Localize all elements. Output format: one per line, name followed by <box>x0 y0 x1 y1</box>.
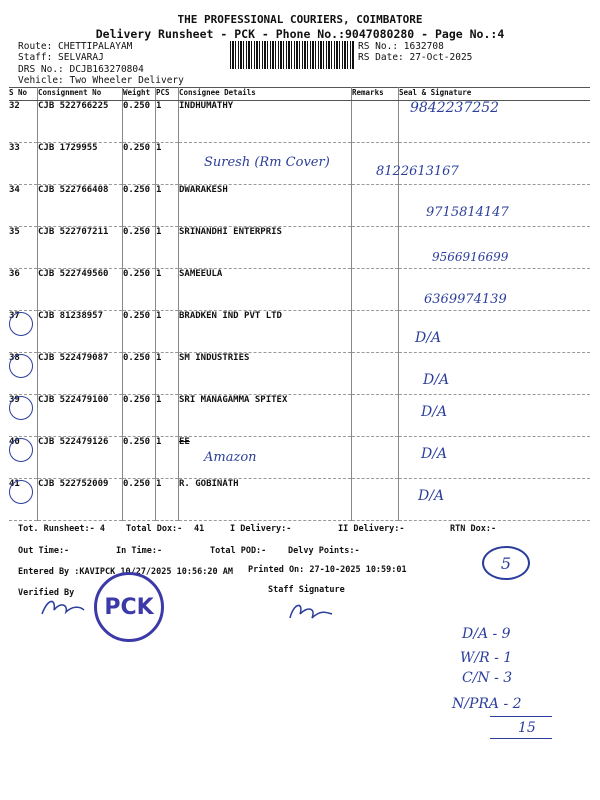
weight: 0.250 <box>123 479 156 521</box>
pck-stamp: PCK <box>94 572 164 642</box>
pcs: 1 <box>156 479 179 521</box>
remarks <box>352 227 399 269</box>
col-signature: Seal & Signature <box>399 88 591 101</box>
circled-count: 5 <box>482 546 530 580</box>
in-time: In Time:- <box>116 546 163 556</box>
total-pod: Total POD:- <box>210 546 267 556</box>
rs-no: RS No.: 1632708 <box>358 41 444 52</box>
handwritten-signature: 9566916699 <box>432 250 509 264</box>
total-dox-value: 41 <box>194 524 205 534</box>
verified-by: Verified By <box>18 588 75 598</box>
weight: 0.250 <box>123 185 156 227</box>
col-remarks: Remarks <box>352 88 399 101</box>
serial-circle-mark <box>9 354 33 378</box>
entered-by: Entered By :KAVIPCK 10/27/2025 10:56:20 AM <box>18 567 233 577</box>
sno: 35 <box>9 227 38 269</box>
sno: 34 <box>9 185 38 227</box>
company-name: THE PROFESSIONAL COURIERS, COIMBATORE <box>177 13 423 26</box>
weight: 0.250 <box>123 437 156 479</box>
sno: 32 <box>9 101 38 143</box>
consignment-no: CJB 522749560 <box>38 269 123 311</box>
tally-total: 15 <box>518 720 536 736</box>
col-consignee: Consignee Details <box>179 88 352 101</box>
handwritten-signature: 9842237252 <box>410 100 500 116</box>
runsheet-title: Delivery Runsheet - PCK - Phone No.:9047080280 - Page No.:4 <box>95 27 505 41</box>
pcs: 1 <box>156 185 179 227</box>
drs-no: DRS No.: DCJB163270804 <box>18 64 144 75</box>
printed-on: Printed On: 27-10-2025 10:59:01 <box>248 565 407 575</box>
weight: 0.250 <box>123 143 156 185</box>
consignee: DWARAKESH <box>179 185 352 227</box>
consignment-no: CJB 522479087 <box>38 353 123 395</box>
table-row <box>9 395 590 437</box>
serial-circle-mark <box>9 396 33 420</box>
pcs: 1 <box>156 143 179 185</box>
ii-delivery: II Delivery:- <box>338 524 405 534</box>
remarks <box>352 269 399 311</box>
remarks <box>352 395 399 437</box>
weight: 0.250 <box>123 101 156 143</box>
verified-signature-scribble <box>38 596 88 620</box>
consignment-no: CJB 81238957 <box>38 311 123 353</box>
serial-circle-mark <box>9 438 33 462</box>
handwritten-signature: 6369974139 <box>424 292 507 307</box>
consignment-no: CJB 522752009 <box>38 479 123 521</box>
weight: 0.250 <box>123 353 156 395</box>
weight: 0.250 <box>123 311 156 353</box>
tot-runsheet: Tot. Runsheet:- 4 <box>18 524 105 534</box>
pcs: 1 <box>156 311 179 353</box>
col-weight: Weight <box>123 88 156 101</box>
col-consignment: Consignment No <box>38 88 123 101</box>
barcode <box>230 41 354 69</box>
consignee: EE <box>179 437 352 479</box>
pcs: 1 <box>156 353 179 395</box>
staff: Staff: SELVARAJ <box>18 52 104 63</box>
rtn-dox: RTN Dox:- <box>450 524 497 534</box>
tally-line: N/PRA - 2 <box>452 696 522 712</box>
tally-line: W/R - 1 <box>460 650 513 666</box>
serial-circle-mark <box>9 312 33 336</box>
handwritten-note: Suresh (Rm Cover) <box>204 155 330 170</box>
consignment-no: CJB 522766408 <box>38 185 123 227</box>
weight: 0.250 <box>123 395 156 437</box>
pcs: 1 <box>156 269 179 311</box>
handwritten-signature: D/A <box>415 330 442 346</box>
handwritten-signature: D/A <box>423 372 450 388</box>
consignment-no: CJB 1729955 <box>38 143 123 185</box>
remarks <box>352 101 399 143</box>
tally-underline <box>490 716 552 717</box>
consignment-no: CJB 522707211 <box>38 227 123 269</box>
table-row <box>9 353 590 395</box>
table-row <box>9 311 590 353</box>
rs-date: RS Date: 27-Oct-2025 <box>358 52 473 63</box>
out-time: Out Time:- <box>18 546 70 556</box>
serial-circle-mark <box>9 480 33 504</box>
consignee: INDHUMATHY <box>179 101 352 143</box>
pcs: 1 <box>156 227 179 269</box>
table-row <box>9 479 590 521</box>
handwritten-signature: 8122613167 <box>376 164 459 179</box>
sno: 36 <box>9 269 38 311</box>
col-pcs: PCS <box>156 88 179 101</box>
pcs: 1 <box>156 101 179 143</box>
sno: 37 <box>9 311 38 353</box>
consignee: R. GOBINATH <box>179 479 352 521</box>
delvy-points: Delvy Points:- <box>288 546 360 556</box>
consignee: SAMEEULA <box>179 269 352 311</box>
remarks <box>352 353 399 395</box>
col-sno: S No <box>9 88 38 101</box>
consignee: SM INDUSTRIES <box>179 353 352 395</box>
weight: 0.250 <box>123 227 156 269</box>
handwritten-signature: D/A <box>421 446 448 462</box>
table-header-row <box>9 88 590 101</box>
remarks <box>352 437 399 479</box>
weight: 0.250 <box>123 269 156 311</box>
remarks <box>352 479 399 521</box>
sno: 33 <box>9 143 38 185</box>
handwritten-signature: D/A <box>421 404 448 420</box>
consignee: SRINANDHI ENTERPRIS <box>179 227 352 269</box>
consignment-no: CJB 522479126 <box>38 437 123 479</box>
handwritten-note: Amazon <box>204 450 257 465</box>
sno: 40 <box>9 437 38 479</box>
staff-signature-label: Staff Signature <box>268 585 345 595</box>
sno: 38 <box>9 353 38 395</box>
consignee: BRADKEN IND PVT LTD <box>179 311 352 353</box>
tally-line: D/A - 9 <box>462 626 511 642</box>
remarks <box>352 311 399 353</box>
vehicle: Vehicle: Two Wheeler Delivery <box>18 75 184 86</box>
table-row <box>9 437 590 479</box>
table-row <box>9 101 590 143</box>
total-dox-label: Total Dox:- <box>126 524 183 534</box>
route: Route: CHETTIPALAYAM <box>18 41 133 52</box>
pcs: 1 <box>156 437 179 479</box>
pcs: 1 <box>156 395 179 437</box>
consignment-no: CJB 522479100 <box>38 395 123 437</box>
tally-line: C/N - 3 <box>462 670 513 686</box>
consignment-no: CJB 522766225 <box>38 101 123 143</box>
sno: 39 <box>9 395 38 437</box>
tally-underline <box>490 738 552 739</box>
handwritten-signature: D/A <box>418 488 445 504</box>
consignee: SRI MANAGAMMA SPITEX <box>179 395 352 437</box>
sno: 41 <box>9 479 38 521</box>
handwritten-signature: 9715814147 <box>426 205 509 220</box>
remarks <box>352 185 399 227</box>
i-delivery: I Delivery:- <box>230 524 292 534</box>
staff-signature-scribble <box>286 600 336 624</box>
